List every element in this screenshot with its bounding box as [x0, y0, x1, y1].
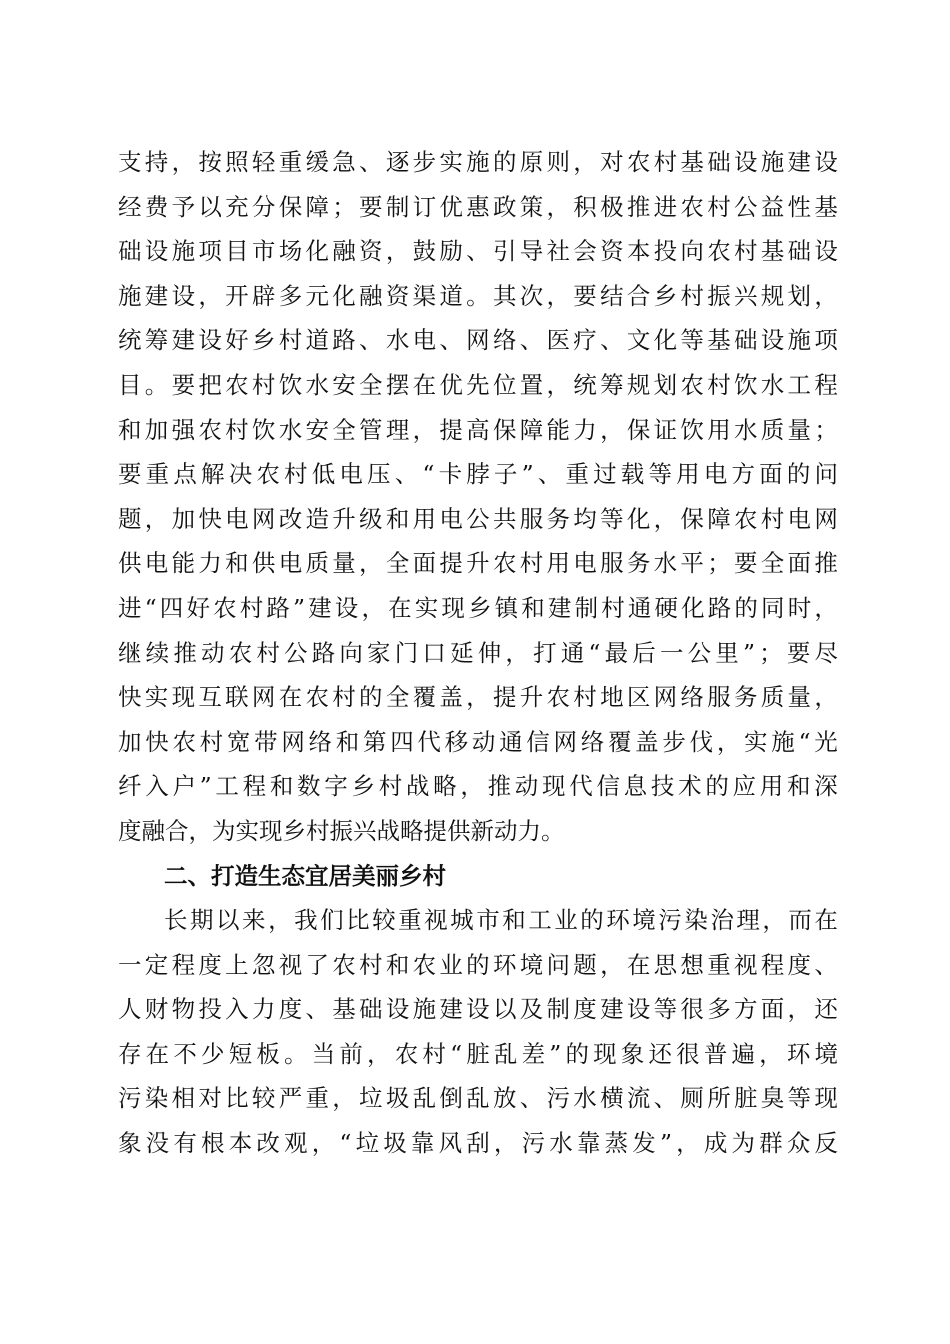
text-line: 经 费 予 以 充 分 保 障 ； 要 制 订 优 惠 政 策 ， 积 极 推 进 农 村 公 益 性 基 [118, 192, 838, 221]
text-line: 纤 入 户 ” 工 程 和 数 字 乡 村 战 略 ， 推 动 现 代 信 息 技 术 的 应 用 和 深 [118, 772, 838, 801]
text-line: 一 定 程 度 上 忽 视 了 农 村 和 农 业 的 环 境 问 题 ， 在 思 想 重 视 程 度 、 [118, 950, 838, 979]
text-line: 长 期 以 来 ， 我 们 比 较 重 视 城 市 和 工 业 的 环 境 污 染 治 理 ， 而 在 [164, 906, 838, 935]
text-line: 题 ， 加 快 电 网 改 造 升 级 和 用 电 公 共 服 务 均 等 化 ， 保 障 农 村 电 网 [118, 504, 838, 533]
text-line: 目 。 要 把 农 村 饮 水 安 全 摆 在 优 先 位 置 ， 统 筹 规 划 农 村 饮 水 工 程 [118, 370, 838, 399]
text-line: 和 加 强 农 村 饮 水 安 全 管 理 ， 提 高 保 障 能 力 ， 保 证 饮 用 水 质 量 ； [118, 415, 838, 444]
text-line: 支 持 ， 按 照 轻 重 缓 急 、 逐 步 实 施 的 原 则 ， 对 农 村 基 础 设 施 建 设 [118, 148, 838, 176]
text-line: 进 “ 四 好 农 村 路 ” 建 设 ， 在 实 现 乡 镇 和 建 制 村 通 硬 化 路 的 同 时 ， [118, 593, 838, 622]
text-line: 度融合，为实现乡村振兴战略提供新动力。 [118, 816, 565, 845]
text-line: 象 没 有 根 本 改 观 ， “ 垃 圾 靠 风 刮 ， 污 水 靠 蒸 发 ” ， 成 为 群 众 反 [118, 1129, 838, 1158]
text-line: 统 筹 建 设 好 乡 村 道 路 、 水 电 、 网 络 、 医 疗 、 文 化 等 基 础 设 施 项 [118, 326, 838, 355]
text-line: 施 建 设 ， 开 辟 多 元 化 融 资 渠 道 。 其 次 ， 要 结 合 乡 村 振 兴 规 划 ， [118, 281, 838, 310]
text-line: 污 染 相 对 比 较 严 重 ， 垃 圾 乱 倒 乱 放 、 污 水 横 流 、 厕 所 脏 臭 等 现 [118, 1084, 838, 1113]
text-line: 继 续 推 动 农 村 公 路 向 家 门 口 延 伸 ， 打 通 “ 最 后 一 公 里 ” ； 要 尽 [118, 638, 838, 667]
text-line: 供 电 能 力 和 供 电 质 量 ， 全 面 提 升 农 村 用 电 服 务 水 平 ； 要 全 面 推 [118, 549, 838, 578]
section-heading: 二、打造生态宜居美丽乡村 [164, 861, 446, 890]
text-line: 加 快 农 村 宽 带 网 络 和 第 四 代 移 动 通 信 网 络 覆 盖 步 伐 ， 实 施 “ 光 [118, 727, 838, 756]
text-line: 要 重 点 解 决 农 村 低 电 压 、 “ 卡 脖 子 ” 、 重 过 载 等 用 电 方 面 的 问 [118, 460, 838, 489]
text-line: 础 设 施 项 目 市 场 化 融 资 ， 鼓 励 、 引 导 社 会 资 本 投 向 农 村 基 础 设 [118, 237, 838, 266]
text-line: 存 在 不 少 短 板 。 当 前 ， 农 村 “ 脏 乱 差 ” 的 现 象 还 很 普 遍 ， 环 境 [118, 1039, 838, 1068]
text-line: 快 实 现 互 联 网 在 农 村 的 全 覆 盖 ， 提 升 农 村 地 区 网 络 服 务 质 量 ， [118, 683, 838, 712]
text-line: 人 财 物 投 入 力 度 、 基 础 设 施 建 设 以 及 制 度 建 设 等 很 多 方 面 ， 还 [118, 995, 838, 1024]
document-body [118, 140, 838, 1166]
